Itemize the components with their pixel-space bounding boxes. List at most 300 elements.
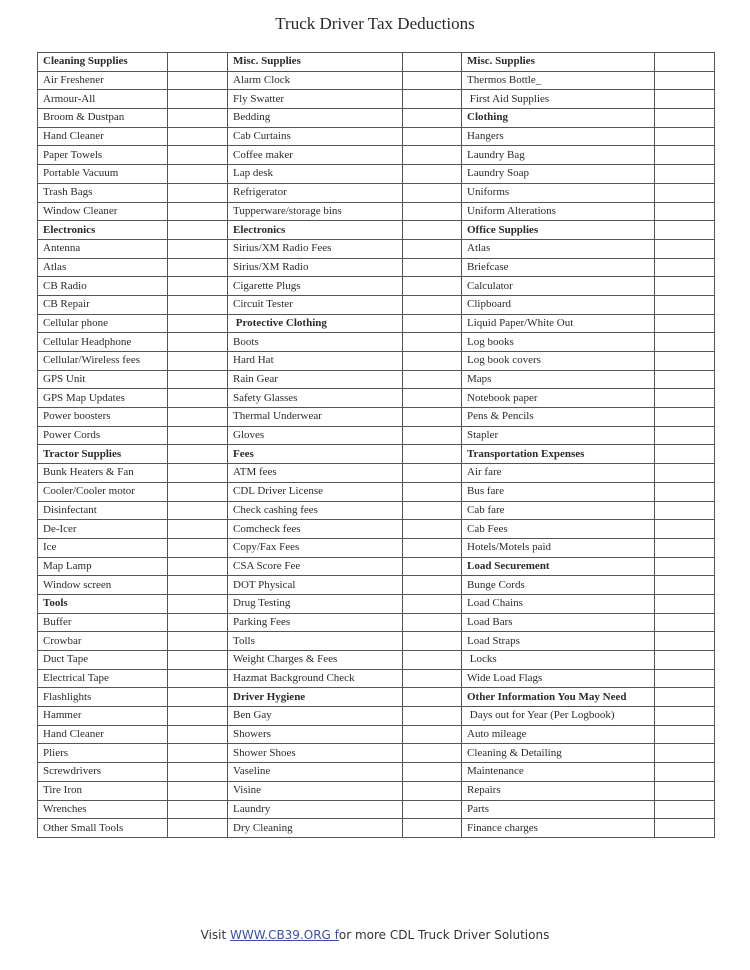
amount-cell[interactable] [168, 594, 228, 613]
amount-cell[interactable] [403, 464, 462, 483]
item-cell: Refrigerator [228, 183, 403, 202]
amount-cell[interactable] [403, 763, 462, 782]
table-row [38, 127, 715, 146]
amount-cell[interactable] [403, 202, 462, 221]
amount-cell[interactable] [403, 295, 462, 314]
amount-cell[interactable] [655, 781, 715, 800]
amount-cell[interactable] [403, 389, 462, 408]
amount-cell[interactable] [168, 763, 228, 782]
amount-cell[interactable] [655, 688, 715, 707]
table-row [38, 53, 715, 72]
table-row [38, 183, 715, 202]
item-cell: Disinfectant [38, 501, 168, 520]
amount-cell[interactable] [168, 576, 228, 595]
category-header-cell: Fees [228, 445, 403, 464]
website-link[interactable]: WWW.CB39.ORG f [230, 928, 339, 942]
category-header-cell: Load Securement [462, 557, 655, 576]
item-cell: Stapler [462, 426, 655, 445]
item-cell: Safety Glasses [228, 389, 403, 408]
item-cell: Hotels/Motels paid [462, 538, 655, 557]
amount-cell[interactable] [168, 277, 228, 296]
footer [0, 928, 750, 942]
amount-cell[interactable] [168, 744, 228, 763]
table-row [38, 90, 715, 109]
category-header-cell: Tractor Supplies [38, 445, 168, 464]
item-cell: Parts [462, 800, 655, 819]
item-cell: CDL Driver License [228, 482, 403, 501]
item-cell: Coffee maker [228, 146, 403, 165]
item-cell: Cab fare [462, 501, 655, 520]
table-row [38, 763, 715, 782]
item-cell: Uniform Alterations [462, 202, 655, 221]
table-row [38, 221, 715, 240]
table-row [38, 333, 715, 352]
amount-cell[interactable] [403, 53, 462, 72]
item-cell: Notebook paper [462, 389, 655, 408]
amount-cell[interactable] [655, 669, 715, 688]
amount-cell[interactable] [403, 781, 462, 800]
item-cell: Air fare [462, 464, 655, 483]
item-cell: CB Radio [38, 277, 168, 296]
deductions-table [37, 52, 715, 838]
amount-cell[interactable] [403, 557, 462, 576]
item-cell: Wrenches [38, 800, 168, 819]
table-row [38, 239, 715, 258]
amount-cell[interactable] [168, 127, 228, 146]
table-row [38, 725, 715, 744]
item-cell: Thermos Bottle_ [462, 71, 655, 90]
table-row [38, 426, 715, 445]
category-header-cell: Misc. Supplies [462, 53, 655, 72]
amount-cell[interactable] [168, 165, 228, 184]
amount-cell[interactable] [655, 576, 715, 595]
item-cell: Hazmat Background Check [228, 669, 403, 688]
item-cell: Wide Load Flags [462, 669, 655, 688]
item-cell: De-Icer [38, 520, 168, 539]
item-cell: Load Bars [462, 613, 655, 632]
amount-cell[interactable] [655, 557, 715, 576]
table-row [38, 651, 715, 670]
item-cell: Load Straps [462, 632, 655, 651]
amount-cell[interactable] [168, 239, 228, 258]
item-cell: Tolls [228, 632, 403, 651]
item-cell: Crowbar [38, 632, 168, 651]
amount-cell[interactable] [403, 183, 462, 202]
item-cell: GPS Unit [38, 370, 168, 389]
category-header-cell: Clothing [462, 109, 655, 128]
category-header-cell: Misc. Supplies [228, 53, 403, 72]
item-cell: ATM fees [228, 464, 403, 483]
table-row [38, 576, 715, 595]
amount-cell[interactable] [403, 277, 462, 296]
item-cell: Tupperware/storage bins [228, 202, 403, 221]
amount-cell[interactable] [403, 109, 462, 128]
amount-cell[interactable] [403, 669, 462, 688]
amount-cell[interactable] [168, 520, 228, 539]
amount-cell[interactable] [168, 464, 228, 483]
item-cell: Bus fare [462, 482, 655, 501]
table-row [38, 445, 715, 464]
amount-cell[interactable] [168, 445, 228, 464]
amount-cell[interactable] [655, 127, 715, 146]
item-cell: Drug Testing [228, 594, 403, 613]
amount-cell[interactable] [655, 800, 715, 819]
amount-cell[interactable] [403, 613, 462, 632]
amount-cell[interactable] [403, 258, 462, 277]
item-cell: Repairs [462, 781, 655, 800]
amount-cell[interactable] [655, 183, 715, 202]
item-cell: Hammer [38, 707, 168, 726]
item-cell: First Aid Supplies [462, 90, 655, 109]
amount-cell[interactable] [655, 520, 715, 539]
category-header-cell: Transportation Expenses [462, 445, 655, 464]
item-cell: Visine [228, 781, 403, 800]
amount-cell[interactable] [655, 445, 715, 464]
amount-cell[interactable] [403, 408, 462, 427]
item-cell: CB Repair [38, 295, 168, 314]
category-header-cell: Other Information You May Need [462, 688, 655, 707]
item-cell: Flashlights [38, 688, 168, 707]
item-cell: Hard Hat [228, 352, 403, 371]
item-cell: Cigarette Plugs [228, 277, 403, 296]
amount-cell[interactable] [168, 501, 228, 520]
item-cell: Bedding [228, 109, 403, 128]
category-header-cell: Tools [38, 594, 168, 613]
amount-cell[interactable] [655, 464, 715, 483]
item-cell: Alarm Clock [228, 71, 403, 90]
amount-cell[interactable] [403, 725, 462, 744]
item-cell: Briefcase [462, 258, 655, 277]
item-cell: Laundry Bag [462, 146, 655, 165]
amount-cell[interactable] [168, 482, 228, 501]
item-cell: Dry Cleaning [228, 819, 403, 838]
amount-cell[interactable] [168, 651, 228, 670]
amount-cell[interactable] [168, 258, 228, 277]
amount-cell[interactable] [655, 613, 715, 632]
amount-cell[interactable] [403, 501, 462, 520]
item-cell: Cab Fees [462, 520, 655, 539]
amount-cell[interactable] [168, 800, 228, 819]
table-row [38, 744, 715, 763]
amount-cell[interactable] [655, 109, 715, 128]
item-cell: Broom & Dustpan [38, 109, 168, 128]
category-header-cell: Driver Hygiene [228, 688, 403, 707]
item-cell: Hangers [462, 127, 655, 146]
amount-cell[interactable] [168, 669, 228, 688]
item-cell: Pliers [38, 744, 168, 763]
item-cell: Other Small Tools [38, 819, 168, 838]
item-cell: Cleaning & Detailing [462, 744, 655, 763]
item-cell: Comcheck fees [228, 520, 403, 539]
amount-cell[interactable] [403, 594, 462, 613]
item-cell: Armour-All [38, 90, 168, 109]
amount-cell[interactable] [655, 370, 715, 389]
item-cell: CSA Score Fee [228, 557, 403, 576]
table-row [38, 109, 715, 128]
amount-cell[interactable] [655, 763, 715, 782]
amount-cell[interactable] [403, 445, 462, 464]
amount-cell[interactable] [655, 53, 715, 72]
table-row [38, 389, 715, 408]
amount-cell[interactable] [168, 725, 228, 744]
item-cell: Copy/Fax Fees [228, 538, 403, 557]
table-row [38, 352, 715, 371]
item-cell: Trash Bags [38, 183, 168, 202]
item-cell: Ice [38, 538, 168, 557]
amount-cell[interactable] [655, 426, 715, 445]
amount-cell[interactable] [168, 90, 228, 109]
item-cell: Thermal Underwear [228, 408, 403, 427]
amount-cell[interactable] [168, 426, 228, 445]
amount-cell[interactable] [168, 613, 228, 632]
amount-cell[interactable] [403, 426, 462, 445]
table-row [38, 632, 715, 651]
table-row [38, 295, 715, 314]
table-row [38, 688, 715, 707]
amount-cell[interactable] [403, 370, 462, 389]
table-row [38, 314, 715, 333]
amount-cell[interactable] [655, 352, 715, 371]
amount-cell[interactable] [403, 71, 462, 90]
item-cell: Finance charges [462, 819, 655, 838]
item-cell: Laundry Soap [462, 165, 655, 184]
amount-cell[interactable] [655, 333, 715, 352]
item-cell: Electrical Tape [38, 669, 168, 688]
table-row [38, 258, 715, 277]
item-cell: Hand Cleaner [38, 725, 168, 744]
item-cell: Lap desk [228, 165, 403, 184]
table-row [38, 501, 715, 520]
amount-cell[interactable] [655, 744, 715, 763]
amount-cell[interactable] [655, 258, 715, 277]
item-cell: Power Cords [38, 426, 168, 445]
item-cell: Atlas [38, 258, 168, 277]
item-cell: Pens & Pencils [462, 408, 655, 427]
item-cell: Map Lamp [38, 557, 168, 576]
item-cell: Paper Towels [38, 146, 168, 165]
amount-cell[interactable] [168, 819, 228, 838]
item-cell: Air Freshener [38, 71, 168, 90]
table-row [38, 781, 715, 800]
item-cell: Laundry [228, 800, 403, 819]
table-row [38, 819, 715, 838]
item-cell: Tire Iron [38, 781, 168, 800]
table-row [38, 613, 715, 632]
item-cell: Cooler/Cooler motor [38, 482, 168, 501]
amount-cell[interactable] [403, 333, 462, 352]
category-header-cell: Cleaning Supplies [38, 53, 168, 72]
amount-cell[interactable] [655, 594, 715, 613]
amount-cell[interactable] [403, 314, 462, 333]
table-row [38, 669, 715, 688]
item-cell: Load Chains [462, 594, 655, 613]
amount-cell[interactable] [655, 632, 715, 651]
table-row [38, 594, 715, 613]
amount-cell[interactable] [403, 165, 462, 184]
item-cell: Fly Swatter [228, 90, 403, 109]
amount-cell[interactable] [168, 408, 228, 427]
item-cell: Showers [228, 725, 403, 744]
amount-cell[interactable] [655, 501, 715, 520]
item-cell: Window screen [38, 576, 168, 595]
amount-cell[interactable] [403, 707, 462, 726]
table-row [38, 538, 715, 557]
amount-cell[interactable] [168, 632, 228, 651]
item-cell: Log books [462, 333, 655, 352]
amount-cell[interactable] [655, 725, 715, 744]
item-cell: Power boosters [38, 408, 168, 427]
amount-cell[interactable] [403, 90, 462, 109]
deductions-table-body [38, 53, 715, 838]
amount-cell[interactable] [403, 482, 462, 501]
item-cell: Days out for Year (Per Logbook) [462, 707, 655, 726]
item-cell: Rain Gear [228, 370, 403, 389]
item-cell: Hand Cleaner [38, 127, 168, 146]
amount-cell[interactable] [403, 688, 462, 707]
amount-cell[interactable] [168, 389, 228, 408]
table-row [38, 146, 715, 165]
amount-cell[interactable] [168, 109, 228, 128]
table-row [38, 277, 715, 296]
table-row [38, 520, 715, 539]
amount-cell[interactable] [403, 146, 462, 165]
item-cell: Parking Fees [228, 613, 403, 632]
amount-cell[interactable] [403, 352, 462, 371]
item-cell: Bunge Cords [462, 576, 655, 595]
item-cell: Calculator [462, 277, 655, 296]
amount-cell[interactable] [655, 295, 715, 314]
amount-cell[interactable] [168, 333, 228, 352]
amount-cell[interactable] [403, 800, 462, 819]
item-cell: Cellular phone [38, 314, 168, 333]
item-cell: DOT Physical [228, 576, 403, 595]
amount-cell[interactable] [403, 651, 462, 670]
amount-cell[interactable] [168, 71, 228, 90]
item-cell: Screwdrivers [38, 763, 168, 782]
amount-cell[interactable] [168, 538, 228, 557]
amount-cell[interactable] [168, 352, 228, 371]
amount-cell[interactable] [403, 576, 462, 595]
item-cell: Duct Tape [38, 651, 168, 670]
amount-cell[interactable] [168, 295, 228, 314]
amount-cell[interactable] [168, 557, 228, 576]
category-header-cell: Electronics [38, 221, 168, 240]
amount-cell[interactable] [168, 221, 228, 240]
amount-cell[interactable] [655, 165, 715, 184]
amount-cell[interactable] [168, 370, 228, 389]
table-row [38, 557, 715, 576]
item-cell: Clipboard [462, 295, 655, 314]
category-header-cell: Protective Clothing [228, 314, 403, 333]
amount-cell[interactable] [655, 408, 715, 427]
document-title: Truck Driver Tax Deductions [275, 14, 475, 33]
item-cell: GPS Map Updates [38, 389, 168, 408]
amount-cell[interactable] [655, 538, 715, 557]
amount-cell[interactable] [403, 221, 462, 240]
amount-cell[interactable] [403, 819, 462, 838]
item-cell: Maintenance [462, 763, 655, 782]
amount-cell[interactable] [655, 707, 715, 726]
item-cell: Bunk Heaters & Fan [38, 464, 168, 483]
item-cell: Check cashing fees [228, 501, 403, 520]
amount-cell[interactable] [655, 277, 715, 296]
amount-cell[interactable] [168, 53, 228, 72]
item-cell: Sirius/XM Radio [228, 258, 403, 277]
amount-cell[interactable] [403, 127, 462, 146]
item-cell: Cellular/Wireless fees [38, 352, 168, 371]
amount-cell[interactable] [655, 819, 715, 838]
item-cell: Ben Gay [228, 707, 403, 726]
amount-cell[interactable] [168, 781, 228, 800]
item-cell: Atlas [462, 239, 655, 258]
item-cell: Locks [462, 651, 655, 670]
footer-suffix: or more CDL Truck Driver Solutions [338, 928, 550, 942]
amount-cell[interactable] [168, 183, 228, 202]
table-row [38, 202, 715, 221]
amount-cell[interactable] [655, 651, 715, 670]
table-row [38, 707, 715, 726]
amount-cell[interactable] [168, 707, 228, 726]
item-cell: Gloves [228, 426, 403, 445]
item-cell: Window Cleaner [38, 202, 168, 221]
amount-cell[interactable] [655, 239, 715, 258]
item-cell: Antenna [38, 239, 168, 258]
item-cell: Shower Shoes [228, 744, 403, 763]
item-cell: Maps [462, 370, 655, 389]
item-cell: Sirius/XM Radio Fees [228, 239, 403, 258]
table-row [38, 370, 715, 389]
amount-cell[interactable] [403, 632, 462, 651]
amount-cell[interactable] [655, 146, 715, 165]
amount-cell[interactable] [655, 71, 715, 90]
amount-cell[interactable] [168, 202, 228, 221]
amount-cell[interactable] [655, 90, 715, 109]
amount-cell[interactable] [655, 389, 715, 408]
table-row [38, 464, 715, 483]
footer-prefix: Visit [200, 928, 231, 942]
item-cell: Cellular Headphone [38, 333, 168, 352]
amount-cell[interactable] [655, 482, 715, 501]
amount-cell[interactable] [168, 146, 228, 165]
amount-cell[interactable] [403, 538, 462, 557]
item-cell: Cab Curtains [228, 127, 403, 146]
amount-cell[interactable] [655, 221, 715, 240]
item-cell: Uniforms [462, 183, 655, 202]
table-row [38, 482, 715, 501]
category-header-cell: Electronics [228, 221, 403, 240]
amount-cell[interactable] [403, 239, 462, 258]
item-cell: Boots [228, 333, 403, 352]
amount-cell[interactable] [655, 314, 715, 333]
category-header-cell: Office Supplies [462, 221, 655, 240]
item-cell: Weight Charges & Fees [228, 651, 403, 670]
table-row [38, 408, 715, 427]
item-cell: Buffer [38, 613, 168, 632]
item-cell: Vaseline [228, 763, 403, 782]
amount-cell[interactable] [403, 520, 462, 539]
item-cell: Liquid Paper/White Out [462, 314, 655, 333]
amount-cell[interactable] [168, 688, 228, 707]
amount-cell[interactable] [168, 314, 228, 333]
table-row [38, 165, 715, 184]
item-cell: Circuit Tester [228, 295, 403, 314]
table-row [38, 71, 715, 90]
item-cell: Auto mileage [462, 725, 655, 744]
amount-cell[interactable] [655, 202, 715, 221]
amount-cell[interactable] [403, 744, 462, 763]
item-cell: Log book covers [462, 352, 655, 371]
table-row [38, 800, 715, 819]
